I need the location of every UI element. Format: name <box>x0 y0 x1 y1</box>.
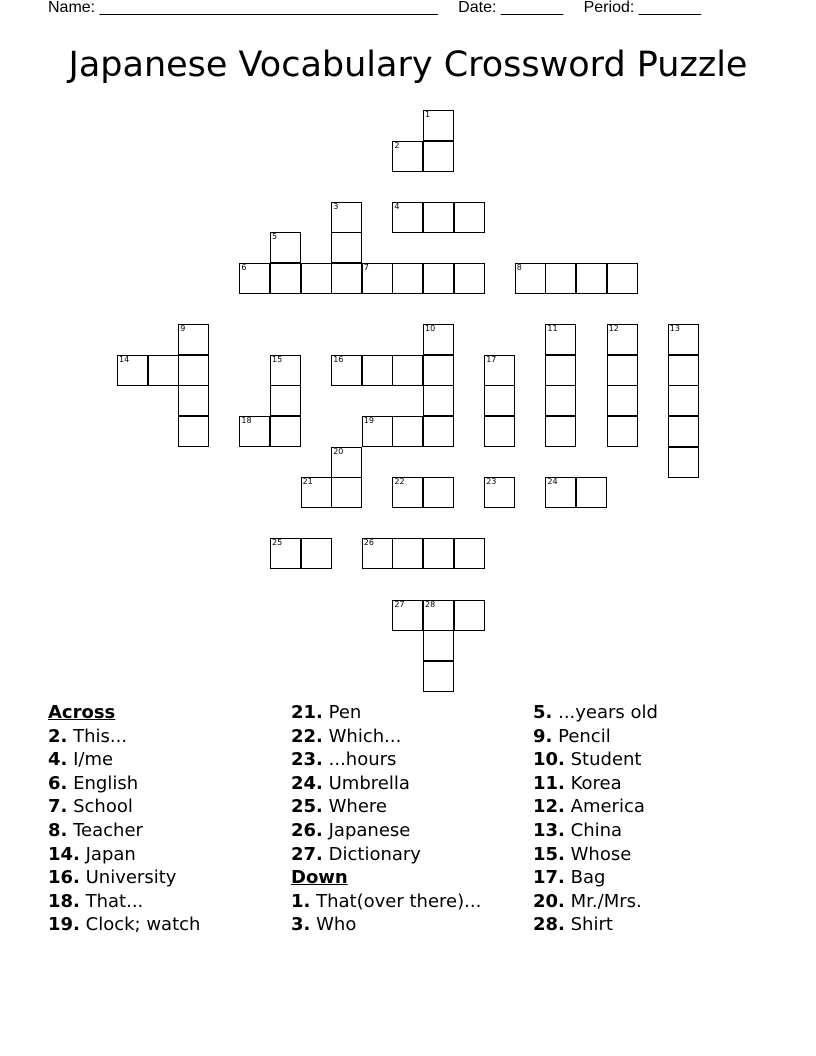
grid-cell[interactable] <box>270 538 301 569</box>
clue-item <box>48 796 133 817</box>
clue-item-number: 26. <box>291 820 323 841</box>
grid-cell[interactable] <box>423 600 454 631</box>
clue-item <box>48 820 143 841</box>
clue-item-text: University <box>85 867 177 889</box>
grid-cell[interactable] <box>454 538 485 569</box>
grid-cell[interactable] <box>668 385 699 416</box>
grid-cell[interactable] <box>423 141 454 172</box>
clue-item <box>48 844 136 865</box>
grid-cell[interactable] <box>423 630 454 661</box>
grid-cell[interactable] <box>362 263 393 294</box>
grid-cell[interactable] <box>607 416 638 447</box>
clue-item <box>533 749 641 770</box>
clue-item <box>533 726 611 747</box>
grid-cell[interactable] <box>362 416 393 447</box>
grid-cell[interactable] <box>239 263 270 294</box>
clue-item <box>533 773 622 794</box>
grid-cell[interactable] <box>484 477 515 508</box>
grid-cell[interactable] <box>423 477 454 508</box>
grid-cell[interactable] <box>392 355 423 386</box>
clue-item-number: 6. <box>48 772 68 794</box>
grid-cell[interactable] <box>576 263 607 294</box>
clue-item-text: Dictionary <box>328 843 421 865</box>
clue-item-number: 24. <box>291 772 323 794</box>
clue-item <box>533 820 622 841</box>
grid-cell[interactable] <box>178 385 209 416</box>
clue-item <box>533 891 642 912</box>
clue-item-text: ...years old <box>558 702 658 723</box>
clue-item-text: Which... <box>328 725 402 747</box>
grid-cell[interactable] <box>484 385 515 416</box>
down-heading: Down <box>291 867 348 889</box>
clue-number: 10 <box>425 324 436 334</box>
clue-item <box>48 867 176 888</box>
clue-item-number: 4. <box>48 749 68 771</box>
grid-cell[interactable] <box>331 447 362 478</box>
clue-number: 16 <box>333 354 344 364</box>
grid-cell[interactable] <box>484 355 515 386</box>
grid-cell[interactable] <box>423 355 454 386</box>
grid-cell[interactable] <box>178 355 209 386</box>
clue-item-text: Clock; watch <box>85 914 201 936</box>
grid-cell[interactable] <box>545 324 576 355</box>
clue-item <box>291 796 387 817</box>
clue-number: 12 <box>608 324 619 334</box>
clue-item-number: 21. <box>291 702 323 723</box>
grid-cell[interactable] <box>423 661 454 692</box>
clue-item-text: This... <box>73 725 128 747</box>
clue-number: 23 <box>486 477 497 487</box>
grid-cell[interactable] <box>392 416 423 447</box>
grid-cell[interactable] <box>607 324 638 355</box>
grid-cell[interactable] <box>545 477 576 508</box>
grid-cell[interactable] <box>331 202 362 233</box>
clue-number: 5 <box>272 232 278 242</box>
clue-number: 17 <box>486 354 497 364</box>
clue-item-text: That... <box>85 890 144 912</box>
grid-cell[interactable] <box>423 263 454 294</box>
grid-cell[interactable] <box>178 324 209 355</box>
clue-number: 20 <box>333 446 344 456</box>
clue-item-number: 5. <box>533 702 553 723</box>
clue-item <box>291 773 410 794</box>
clue-item-number: 18. <box>48 890 80 912</box>
clue-number: 1 <box>425 110 431 119</box>
clue-number: 7 <box>363 263 369 272</box>
clue-item <box>291 891 481 912</box>
grid-cell[interactable] <box>270 263 301 294</box>
clue-item-number: 14. <box>48 843 80 865</box>
grid-cell[interactable] <box>423 202 454 233</box>
clue-item <box>533 914 613 935</box>
clue-item-text: I/me <box>73 749 114 771</box>
clue-item-text: Whose <box>570 843 632 865</box>
grid-cell[interactable] <box>117 355 148 386</box>
clue-item-text: Shirt <box>570 914 613 936</box>
clue-number: 19 <box>363 416 374 425</box>
grid-cell[interactable] <box>668 324 699 355</box>
clue-number: 11 <box>547 324 558 334</box>
clue-item <box>48 914 200 935</box>
grid-cell[interactable] <box>668 355 699 386</box>
grid-cell[interactable] <box>607 355 638 386</box>
clue-item-number: 7. <box>48 796 68 818</box>
grid-cell[interactable] <box>392 263 423 294</box>
page-title: Japanese Vocabulary Crossword Puzzle <box>68 45 748 85</box>
clue-item-text: School <box>73 796 133 818</box>
clue-item-text: China <box>570 820 623 841</box>
clue-item-number: 2. <box>48 725 68 747</box>
clue-item <box>48 891 143 912</box>
grid-cell[interactable] <box>545 355 576 386</box>
clue-item-number: 20. <box>533 890 565 912</box>
grid-cell[interactable] <box>331 477 362 508</box>
grid-cell[interactable] <box>270 385 301 416</box>
clue-item-text: Teacher <box>73 820 143 841</box>
clue-item-text: Bag <box>570 867 606 889</box>
grid-cell[interactable] <box>392 202 423 233</box>
name-field[interactable]: Name: ______________________________________ <box>48 0 438 16</box>
clue-item <box>291 844 421 865</box>
clue-item <box>48 726 127 747</box>
grid-cell[interactable] <box>239 416 270 447</box>
clue-item <box>533 702 658 723</box>
clue-item <box>291 820 410 841</box>
grid-cell[interactable] <box>331 232 362 263</box>
clue-number: 26 <box>363 538 374 548</box>
clue-item-number: 12. <box>533 796 565 818</box>
clue-number: 14 <box>119 354 130 364</box>
grid-cell[interactable] <box>270 355 301 386</box>
grid-cell[interactable] <box>454 263 485 294</box>
grid-cell[interactable] <box>148 355 179 386</box>
grid-cell[interactable] <box>515 263 546 294</box>
clue-item <box>291 702 361 723</box>
clue-item-text: That(over there)... <box>316 890 482 912</box>
grid-cell[interactable] <box>607 385 638 416</box>
grid-cell[interactable] <box>392 141 423 172</box>
clue-item-text: Pen <box>328 702 362 723</box>
grid-cell[interactable] <box>178 416 209 447</box>
grid-cell[interactable] <box>301 538 332 569</box>
clue-item <box>533 844 631 865</box>
clue-number: 21 <box>302 477 313 487</box>
grid-cell[interactable] <box>362 538 393 569</box>
clue-number: 25 <box>272 538 283 548</box>
clue-item <box>533 796 645 817</box>
clue-item <box>291 726 401 747</box>
grid-cell[interactable] <box>423 324 454 355</box>
clue-item <box>291 914 356 935</box>
grid-cell[interactable] <box>331 355 362 386</box>
clue-item-number: 16. <box>48 867 80 889</box>
clue-item <box>291 749 396 770</box>
clue-item-text: Korea <box>570 772 622 794</box>
clue-number: 18 <box>241 416 252 425</box>
clue-item-number: 25. <box>291 796 323 818</box>
clue-item-number: 15. <box>533 843 565 865</box>
clue-number: 13 <box>669 324 680 334</box>
grid-cell[interactable] <box>301 263 332 294</box>
clue-item-text: Where <box>328 796 387 818</box>
grid-cell[interactable] <box>270 416 301 447</box>
grid-cell[interactable] <box>668 447 699 478</box>
clue-item-number: 22. <box>291 725 323 747</box>
grid-cell[interactable] <box>454 600 485 631</box>
grid-cell[interactable] <box>545 416 576 447</box>
clue-item-number: 10. <box>533 749 565 771</box>
grid-cell[interactable] <box>423 385 454 416</box>
date-field[interactable]: Date: _______ <box>458 0 564 16</box>
grid-cell[interactable] <box>392 600 423 631</box>
across-heading: Across <box>48 702 116 723</box>
clue-item-text: Pencil <box>558 725 611 747</box>
clue-item-text: America <box>570 796 645 818</box>
grid-cell[interactable] <box>423 110 454 141</box>
clue-number: 9 <box>180 324 186 334</box>
grid-cell[interactable] <box>423 538 454 569</box>
grid-cell[interactable] <box>392 477 423 508</box>
grid-cell[interactable] <box>301 477 332 508</box>
clue-number: 15 <box>272 354 283 364</box>
clue-item <box>48 773 138 794</box>
clue-item-text: Who <box>316 914 357 936</box>
clue-number: 8 <box>516 263 522 272</box>
grid-cell[interactable] <box>607 263 638 294</box>
grid-cell[interactable] <box>576 477 607 508</box>
clue-item-number: 13. <box>533 820 565 841</box>
clue-number: 28 <box>425 599 436 609</box>
clue-item-text: Japan <box>85 843 136 865</box>
grid-cell[interactable] <box>270 232 301 263</box>
clue-item-text: Mr./Mrs. <box>570 890 642 912</box>
grid-cell[interactable] <box>392 538 423 569</box>
clue-item-text: Student <box>570 749 642 771</box>
clue-item-number: 17. <box>533 867 565 889</box>
clue-item-number: 8. <box>48 820 68 841</box>
clue-number: 6 <box>241 263 247 272</box>
clue-number: 22 <box>394 477 405 487</box>
grid-cell[interactable] <box>545 263 576 294</box>
clue-item-text: ...hours <box>328 749 397 771</box>
grid-cell[interactable] <box>331 263 362 294</box>
grid-cell[interactable] <box>668 416 699 447</box>
clue-item-number: 27. <box>291 843 323 865</box>
clue-item-text: Japanese <box>328 820 411 841</box>
grid-cell[interactable] <box>423 416 454 447</box>
clue-number: 3 <box>333 201 339 211</box>
clue-item-number: 19. <box>48 914 80 936</box>
grid-cell[interactable] <box>454 202 485 233</box>
grid-cell[interactable] <box>484 416 515 447</box>
clue-number: 4 <box>394 201 400 211</box>
clue-item <box>533 867 605 888</box>
clue-number: 24 <box>547 477 558 487</box>
clue-item <box>48 749 113 770</box>
clue-number: 27 <box>394 599 405 609</box>
clue-number: 2 <box>394 140 400 150</box>
grid-cell[interactable] <box>362 355 393 386</box>
grid-cell[interactable] <box>545 385 576 416</box>
clue-item-text: English <box>73 772 139 794</box>
clue-item-number: 1. <box>291 890 311 912</box>
clue-item-number: 9. <box>533 725 553 747</box>
period-field[interactable]: Period: _______ <box>583 0 702 16</box>
clue-item-number: 3. <box>291 914 311 936</box>
clue-item-text: Umbrella <box>328 772 410 794</box>
clue-item-number: 28. <box>533 914 565 936</box>
clue-item-number: 11. <box>533 772 565 794</box>
clue-item-number: 23. <box>291 749 323 771</box>
